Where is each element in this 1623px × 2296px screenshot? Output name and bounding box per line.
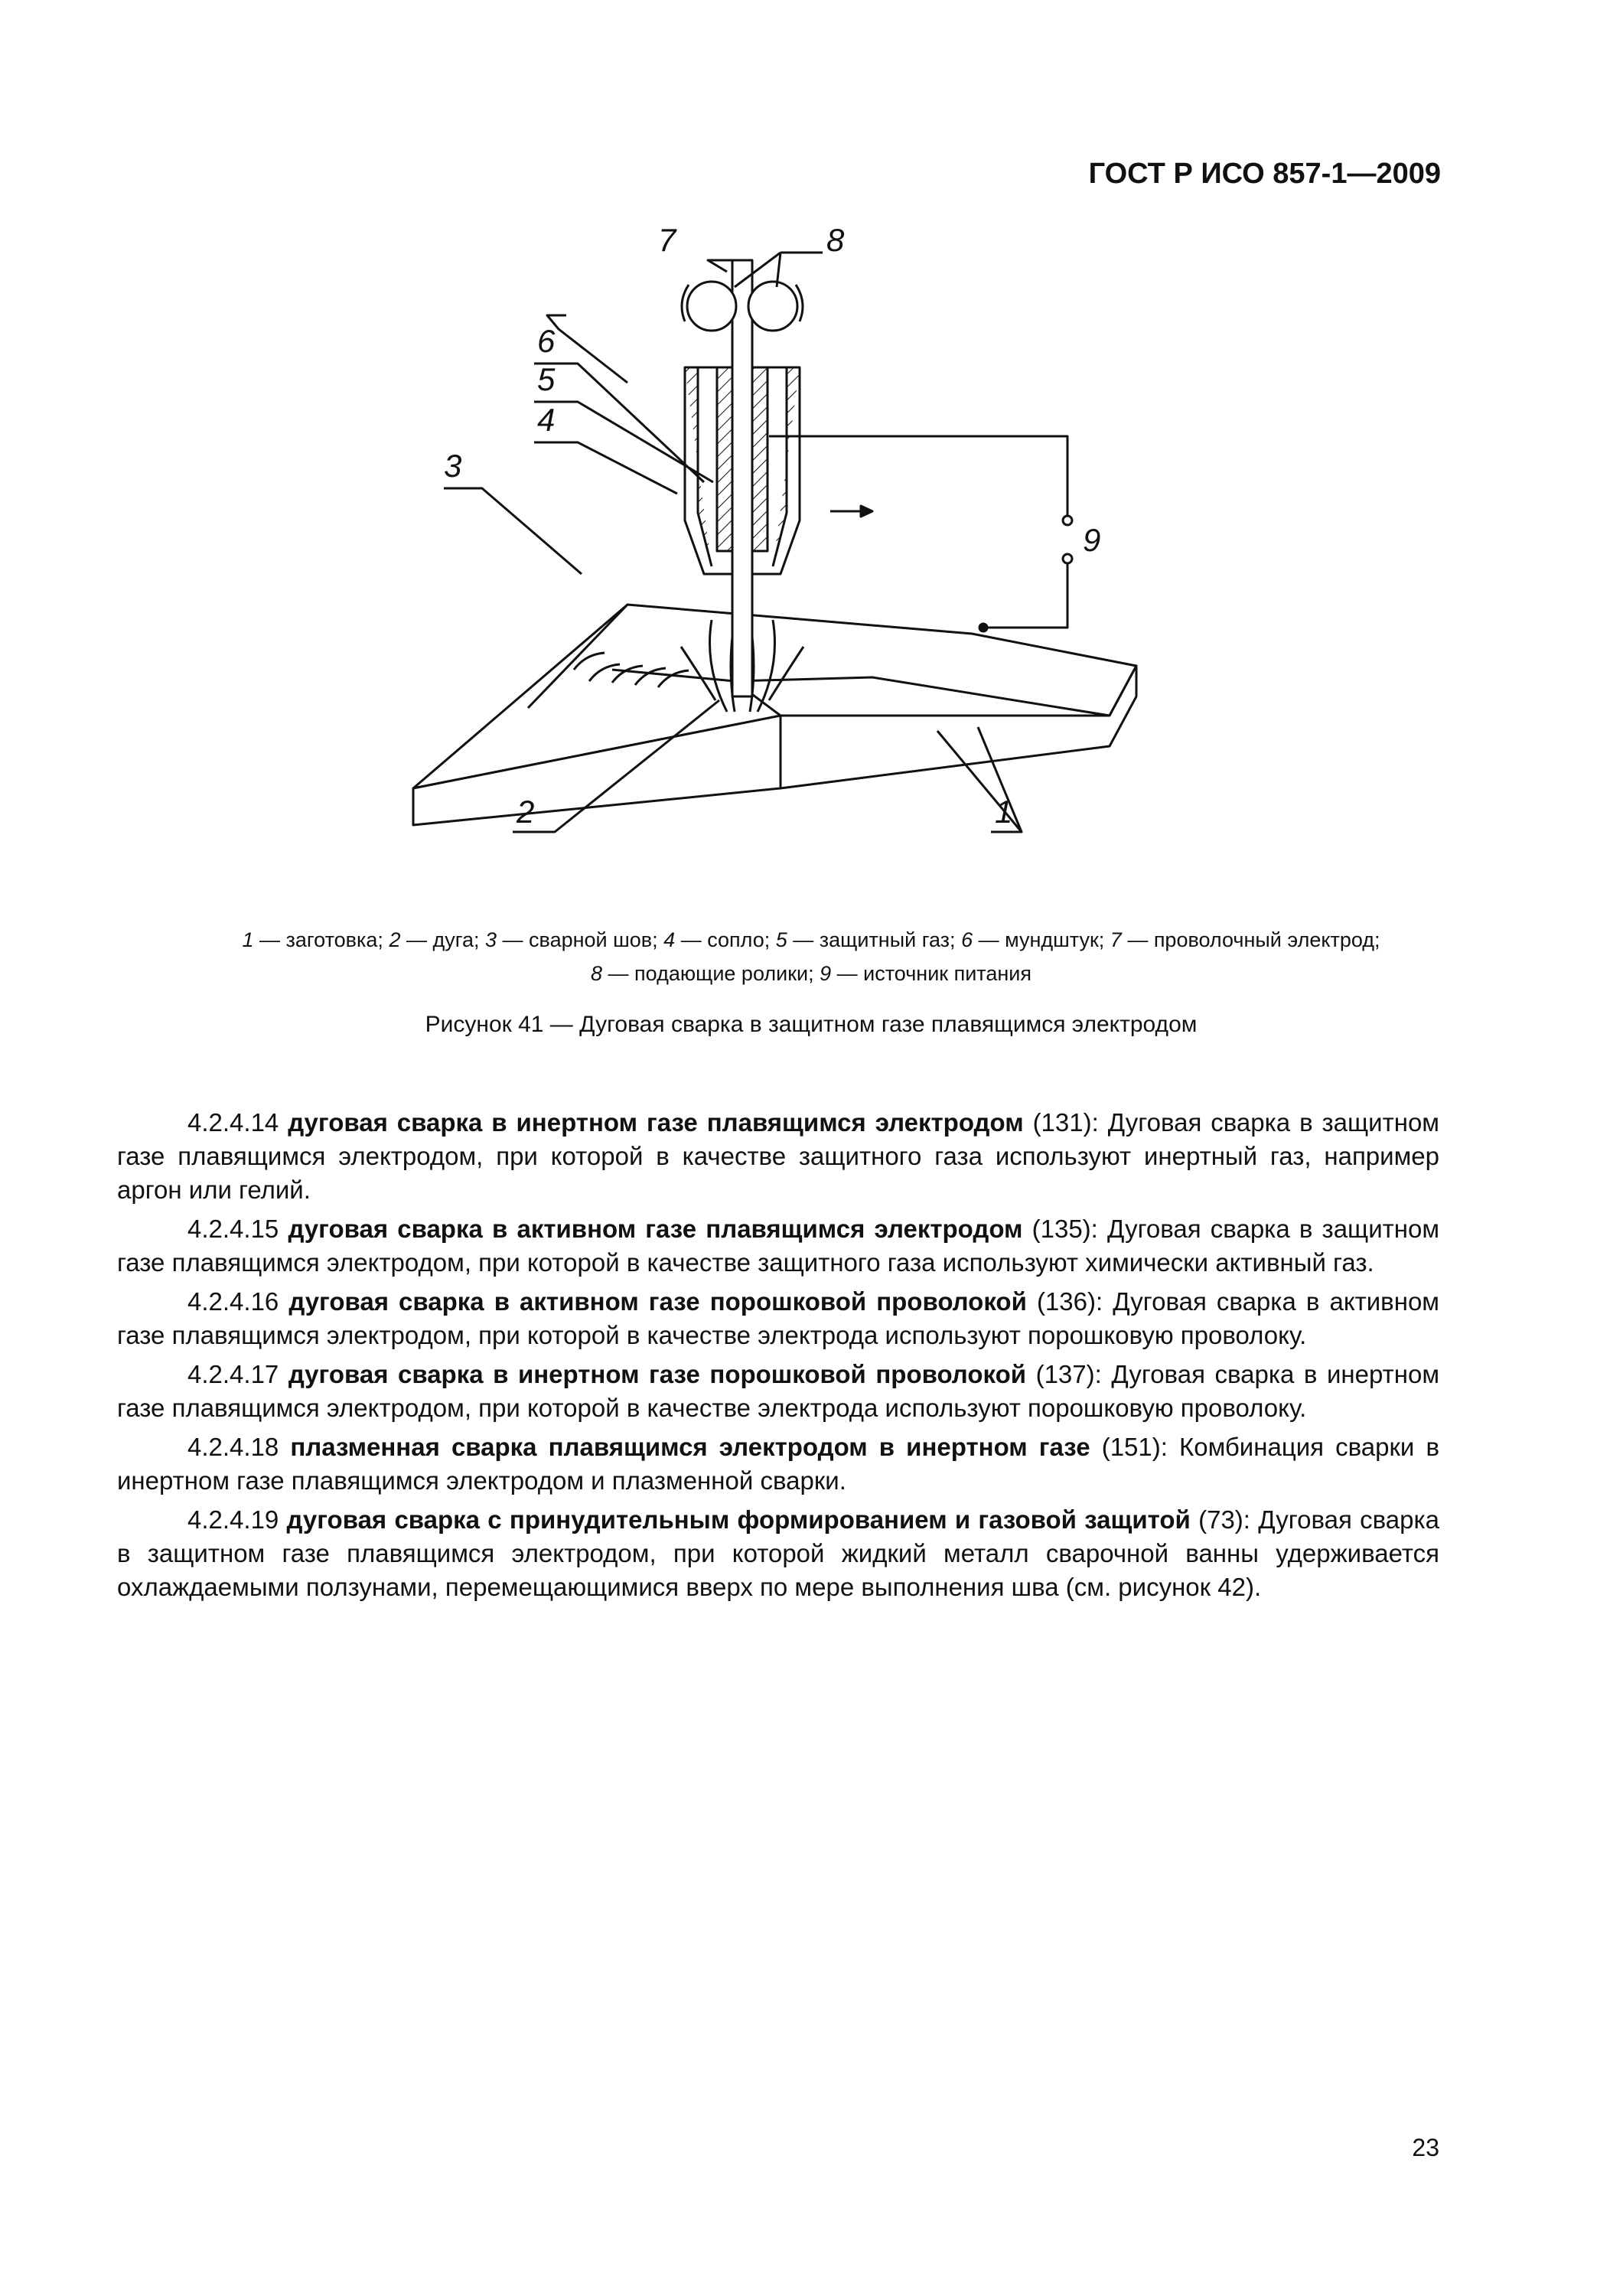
figure-caption: Рисунок 41 — Дуговая сварка в защитном газе плавящимся электродом [425, 1012, 1198, 1037]
paragraph-4-2-4-16: 4.2.4.16 дуговая сварка в активном газе порошковой проволокой (136): Дуговая сварка в активном газе плавящимся электродом, при которой в качестве электрода используют порошковую проволоку. [117, 1287, 1439, 1349]
legend-item-3: 3 — сварной шов; [485, 928, 664, 951]
label-4: 4 [537, 402, 556, 438]
legend-item-9: 9 — источник питания [820, 962, 1031, 985]
legend-item-7: 7 — проволочный электрод; [1110, 928, 1380, 951]
term: дуговая сварка в активном газе порошковой проволокой [288, 1287, 1027, 1316]
feed-roller-left [687, 282, 736, 331]
label-5: 5 [537, 361, 556, 397]
legend-item-5: 5 — защитный газ; [775, 928, 962, 951]
legend-item-8: 8 — подающие ролики; [591, 962, 820, 985]
power-cable-bottom [983, 563, 1067, 628]
welding-figure [337, 222, 1286, 911]
paragraph-4-2-4-18: 4.2.4.18 плазменная сварка плавящимся электродом в инертном газе (151): Комбинация сварки в инертном газе плавящимся электродом и плазменной сварки. [117, 1433, 1439, 1495]
label-8: 8 [826, 222, 845, 258]
paragraph-4-2-4-15: 4.2.4.15 дуговая сварка в активном газе плавящимся электродом (135): Дуговая сварка в защитном газе плавящимся электродом, при которой в качестве защитного газа используют химически активный газ. [117, 1215, 1440, 1277]
contact-tube [717, 367, 732, 551]
power-cable-top [769, 436, 1067, 517]
term: плазменная сварка плавящимся электродом в инертном газе [290, 1433, 1090, 1461]
legend-item-1: 1 — заготовка; [242, 928, 389, 951]
legend-item-4: 4 — сопло; [663, 928, 776, 951]
legend-item-6: 6 — мундштук; [961, 928, 1110, 951]
label-3: 3 [444, 448, 462, 484]
legend-line-2 [115, 957, 1507, 990]
paragraph-4-2-4-17: 4.2.4.17 дуговая сварка в инертном газе порошковой проволокой (137): Дуговая сварка в инертном газе плавящимся электродом, при которой в качестве электрода используют порошковую проволоку. [117, 1360, 1440, 1422]
body-text [117, 1106, 1439, 1609]
paragraph-4-2-4-19: 4.2.4.19 дуговая сварка с принудительным формированием и газовой защитой (73): Дуговая сварка в защитном газе плавящимся электродом, при которой жидкий металл сварочной ванны удерживается охлаждаемыми ползунами, перемещающимися вверх по мере выполнения шва (см. рисунок 42). [117, 1505, 1439, 1601]
term: дуговая сварка с принудительным формированием и газовой защитой [286, 1505, 1191, 1534]
label-9: 9 [1083, 522, 1101, 558]
term: дуговая сварка в инертном газе порошковой проволокой [288, 1360, 1027, 1388]
label-2: 2 [517, 794, 535, 830]
term: дуговая сварка в активном газе плавящимся электродом [288, 1215, 1023, 1243]
welding-diagram [337, 222, 1286, 911]
figure-legend [115, 923, 1507, 990]
feed-roller-right [748, 282, 797, 331]
label-6: 6 [537, 323, 556, 359]
label-7: 7 [658, 222, 676, 258]
document-header: ГОСТ Р ИСО 857-1—2009 [1088, 158, 1441, 190]
label-1: 1 [995, 794, 1013, 830]
legend-line-1 [115, 923, 1507, 957]
term: дуговая сварка в инертном газе плавящимся электродом [288, 1108, 1024, 1137]
electrode-wire [732, 260, 752, 696]
paragraph-4-2-4-14: 4.2.4.14 дуговая сварка в инертном газе плавящимся электродом (131): Дуговая сварка в защитном газе плавящимся электродом, при которой в качестве защитного газа используют инертный газ, например аргон или гелий. [117, 1108, 1439, 1204]
legend-item-2: 2 — дуга; [389, 928, 486, 951]
page-number: 23 [1412, 2134, 1439, 2161]
